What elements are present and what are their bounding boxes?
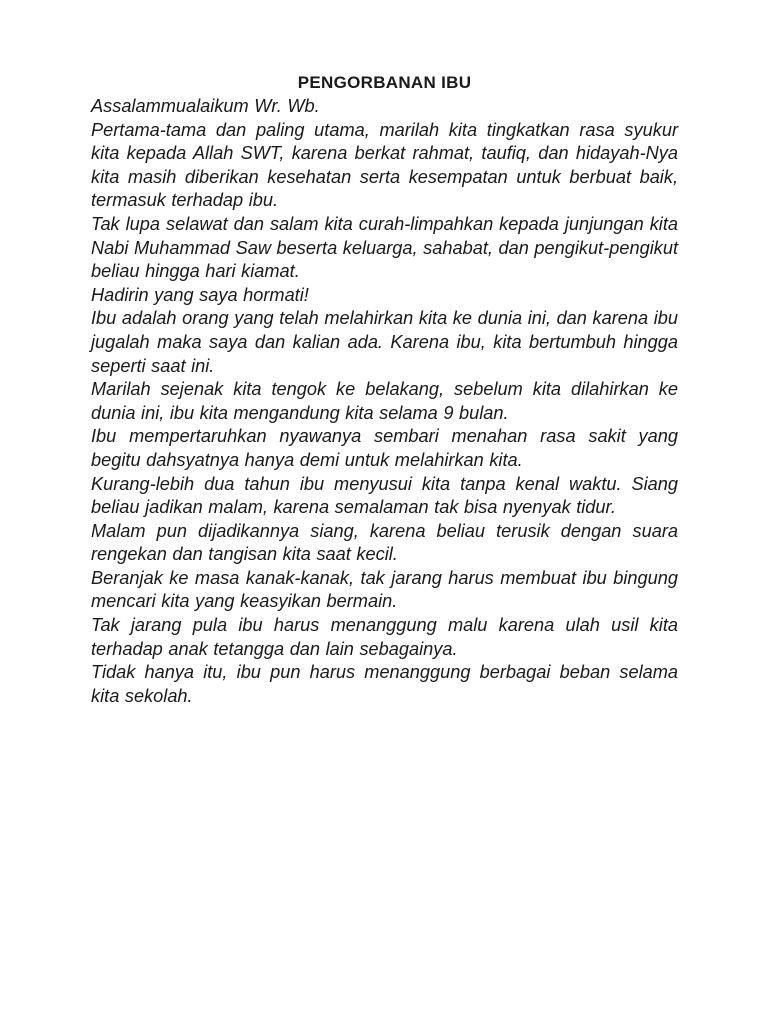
paragraph-breastfeeding: Kurang-lebih dua tahun ibu menyusui kita tanpa kenal waktu. Siang beliau jadikan malam, karena semalaman tak bisa nyenyak tidur. bbox=[91, 473, 678, 518]
paragraph-salutation: Tak lupa selawat dan salam kita curah-limpahkan kepada junjungan kita Nabi Muhammad Saw beserta keluarga, sahabat, dan pengikut-pengikut beliau hingga hari kiamat. bbox=[91, 213, 678, 282]
paragraph-shame: Tak jarang pula ibu harus menanggung malu karena ulah usil kita terhadap anak tetangga dan lain sebagainya. bbox=[91, 615, 678, 659]
paragraph-pregnancy: Marilah sejenak kita tengok ke belakang, sebelum kita dilahirkan ke dunia ini, ibu kita mengandung kita selama 9 bulan. bbox=[91, 379, 678, 423]
paragraph-gratitude: Pertama-tama dan paling utama, marilah kita tingkatkan rasa syukur kita kepada Allah SWT, karena berkat rahmat, taufiq, dan hidayah-Nya kita masih diberikan kesehatan serta kesempatan untuk berbuat baik, termasuk terhadap ibu. bbox=[91, 119, 678, 211]
paragraph-mother-role: Ibu adalah orang yang telah melahirkan kita ke dunia ini, dan karena ibu jugalah maka saya dan kalian ada. Karena ibu, kita bertumbuh hingga seperti saat ini. bbox=[91, 308, 678, 376]
paragraph-childbirth: Ibu mempertaruhkan nyawanya sembari menahan rasa sakit yang begitu dahsyatnya hanya demi untuk melahirkan kita. bbox=[91, 426, 678, 470]
paragraph-night: Malam pun dijadikannya siang, karena beliau terusik dengan suara rengekan dan tangisan kita saat kecil. bbox=[91, 520, 678, 565]
paragraph-school: Tidak hanya itu, ibu pun harus menanggung berbagai beban selama kita sekolah. bbox=[91, 662, 678, 706]
paragraph-childhood: Beranjak ke masa kanak-kanak, tak jarang harus membuat ibu bingung mencari kita yang keasyikan bermain. bbox=[91, 567, 678, 612]
document-title: PENGORBANAN IBU bbox=[297, 73, 472, 92]
paragraph-address: Hadirin yang saya hormati! bbox=[91, 284, 309, 305]
paragraph-greeting: Assalammualaikum Wr. Wb. bbox=[91, 96, 320, 116]
document-body bbox=[91, 71, 678, 708]
